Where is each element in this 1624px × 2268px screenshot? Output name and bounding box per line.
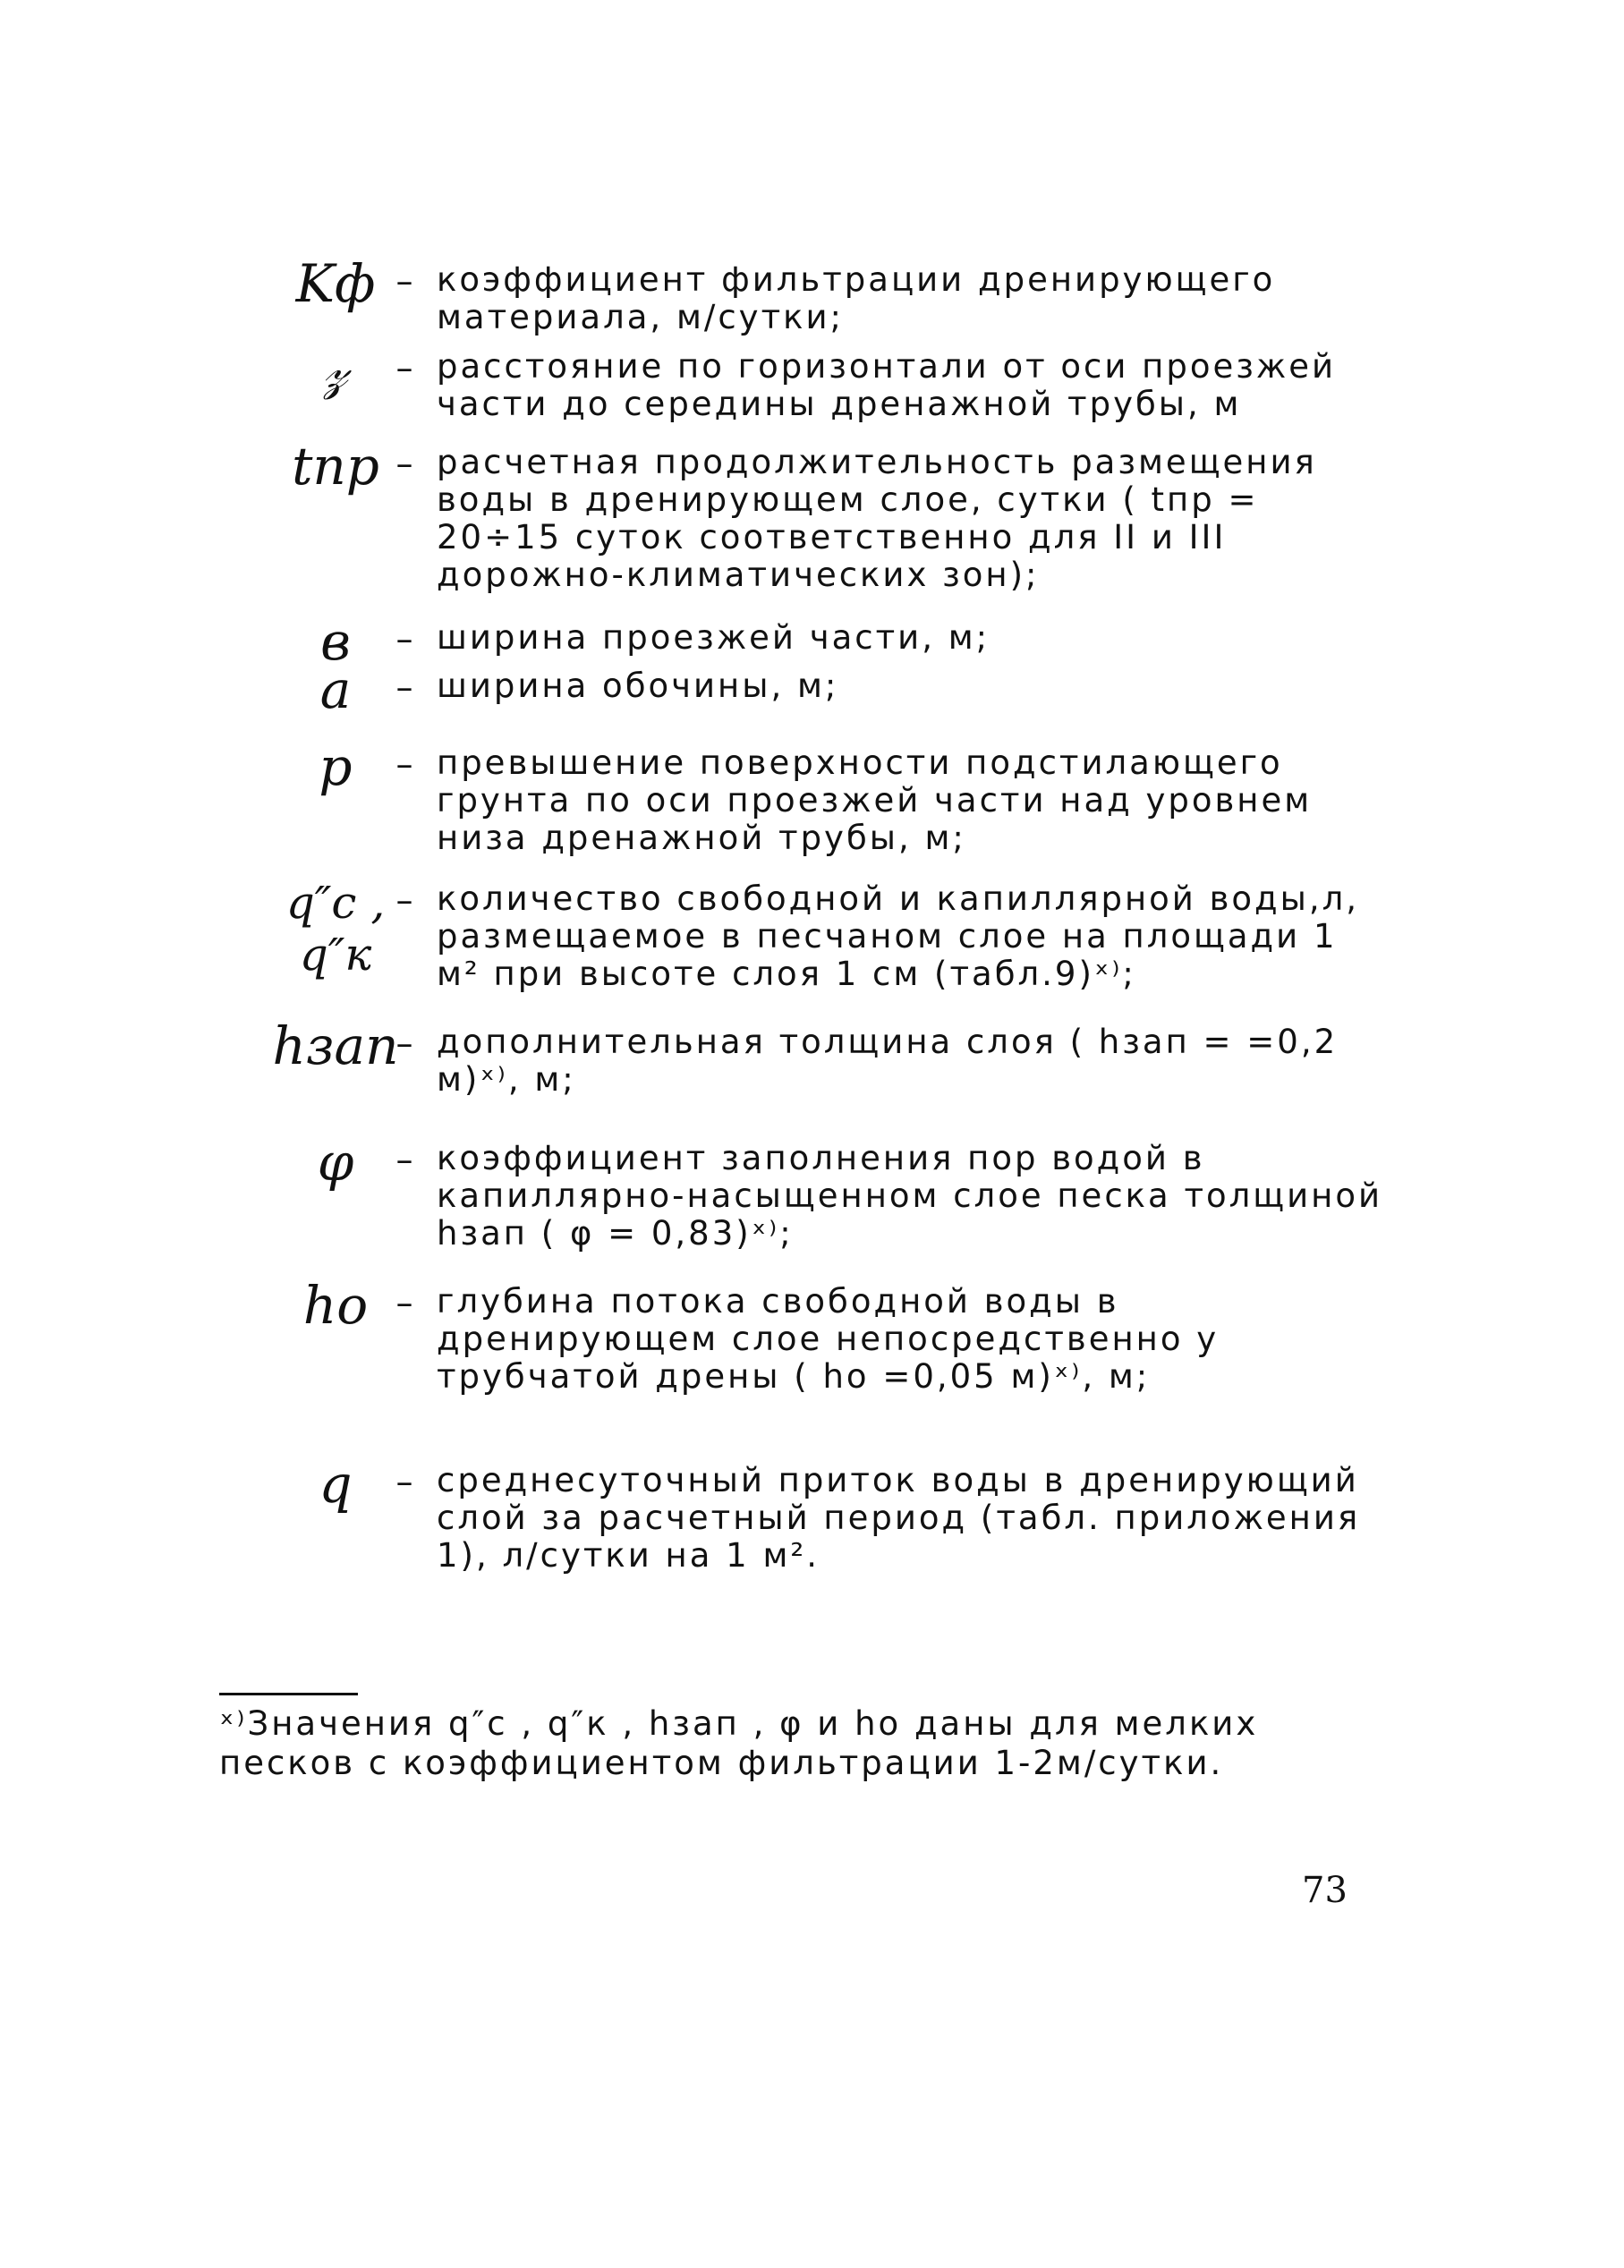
dash: –	[395, 1462, 413, 1501]
dash: –	[395, 348, 413, 387]
dash: –	[395, 444, 413, 483]
symbol: q″c , q″к	[285, 877, 386, 981]
definition-text: дополнительная толщина слоя ( hзап = =0,2 м)ˣ⁾, м;	[437, 1023, 1339, 1099]
dash: –	[395, 667, 413, 707]
definition-text: превышение поверхности подстилающего грунта по оси проезжей части над уровнем низа дренажной трубы, м;	[437, 743, 1313, 857]
symbol: p	[319, 736, 353, 797]
dash: –	[395, 1024, 413, 1063]
definition-text: коэффициент заполнения пор водой в капиллярно-насыщенном слое песка толщиной hзап ( φ = 0,83)ˣ⁾;	[437, 1139, 1383, 1253]
footnote-rule	[219, 1693, 358, 1695]
footnote: ˣ⁾Значения q″c , q″к , hзап , φ и ho даны для мелких песков с коэффициентом фильтрации 1-2м/сутки.	[219, 1704, 1259, 1782]
dash: –	[395, 261, 413, 301]
dash: –	[395, 1283, 413, 1322]
definition-text: расстояние по горизонтали от оси проезжей части до середины дренажной трубы, м	[437, 347, 1337, 423]
dash: –	[395, 619, 413, 658]
dash: –	[395, 880, 413, 920]
definition-text: расчетная продолжительность размещения воды в дренирующем слое, сутки ( tпр = 20÷15 суток соответственно для II и III дорожно-климатических зон);	[437, 443, 1317, 594]
dash: –	[395, 1140, 413, 1179]
definition-text: среднесуточный приток воды в дренирующий слой за расчетный период (табл. приложения 1), л/сутки на 1 м².	[437, 1461, 1361, 1575]
definition-text: ширина обочины, м;	[437, 667, 839, 705]
symbol: q	[319, 1454, 353, 1515]
definition-text: глубина потока свободной воды в дренирующем слое непосредственно у трубчатой дрены ( ho =0,05 м)ˣ⁾, м;	[437, 1282, 1220, 1396]
symbol: tпр	[292, 436, 379, 497]
definition-text: количество свободной и капиллярной воды,л, размещаемое в песчаном слое на площади 1 м² при высоте слоя 1 см (табл.9)ˣ⁾;	[437, 879, 1360, 993]
definition-text: ширина проезжей части, м;	[437, 618, 991, 657]
symbol: 𝓏	[323, 340, 348, 401]
symbol: φ	[317, 1132, 354, 1193]
symbol: Kф	[295, 253, 376, 314]
symbol: hзап	[272, 1015, 399, 1076]
symbol: в	[320, 611, 351, 672]
symbol: a	[319, 659, 352, 720]
definition-text: коэффициент фильтрации дренирующего материала, м/сутки;	[437, 260, 1276, 336]
dash: –	[395, 744, 413, 784]
symbol: ho	[302, 1275, 369, 1336]
page-number: 73	[1302, 1870, 1348, 1911]
